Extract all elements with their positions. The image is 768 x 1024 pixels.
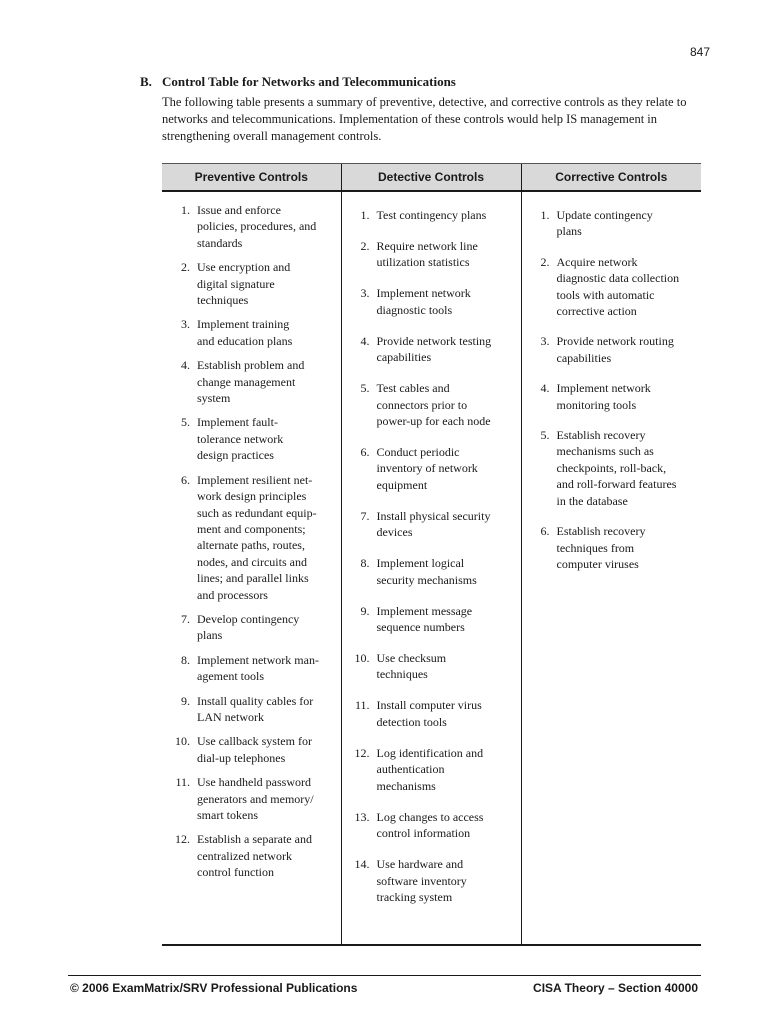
list-item xyxy=(348,745,515,794)
list-item xyxy=(528,523,698,572)
list-item-number: 1. xyxy=(540,208,550,222)
list-item-number: 14. xyxy=(354,857,370,872)
list-item-text: Implement network diagnostic tools xyxy=(376,286,471,317)
list-item-text: Implement training and education plans xyxy=(197,317,293,348)
list-item-number: 4. xyxy=(360,333,370,348)
list-item-text: Use hardware and software inventory tracking system xyxy=(376,857,467,904)
list-item-text: Install quality cables for LAN network xyxy=(197,693,314,724)
list-item-text: Use callback system for dial-up telephones xyxy=(197,734,312,765)
list-item-text: Issue and enforce policies, procedures, and standards xyxy=(197,203,317,250)
list-item xyxy=(348,809,515,842)
section-heading xyxy=(140,74,456,90)
list-item-number: 13. xyxy=(354,809,370,824)
list-item xyxy=(348,207,515,223)
list-item xyxy=(168,202,335,251)
list-item-number: 4. xyxy=(540,381,550,396)
list-item-text: Implement resilient net- work design principles such as redundant equip- ment and components; alternate paths, routes, nodes, and circuits and lines; and parallel links and processors xyxy=(197,472,317,602)
list-item-number: 2. xyxy=(540,254,550,269)
list-item xyxy=(168,652,335,685)
footer-section: CISA Theory – Section 40000 xyxy=(533,981,698,995)
controls-table xyxy=(162,163,701,946)
list-item-number: 9. xyxy=(181,693,190,708)
list-item-number: 6. xyxy=(360,445,370,460)
list-item xyxy=(348,444,515,493)
list-item xyxy=(528,333,698,366)
list-item-number: 1. xyxy=(181,203,190,217)
list-item xyxy=(168,693,335,726)
list-item-text: Implement fault- tolerance network design practices xyxy=(197,415,284,463)
list-item xyxy=(168,472,335,603)
list-item xyxy=(348,285,515,318)
list-item-text: Require network line utilization statistics xyxy=(376,239,478,270)
list-item-number: 7. xyxy=(181,611,190,626)
list-item-number: 5. xyxy=(540,428,550,443)
list-item-text: Install computer virus detection tools xyxy=(376,698,482,729)
preventive-list xyxy=(168,202,335,881)
corrective-column xyxy=(521,191,701,945)
list-item xyxy=(528,427,698,509)
footer-copyright: © 2006 ExamMatrix/SRV Professional Publications xyxy=(70,981,358,995)
corrective-list xyxy=(528,207,698,572)
list-item xyxy=(348,856,515,905)
list-item-text: Implement network monitoring tools xyxy=(556,381,651,412)
intro-paragraph xyxy=(162,94,707,145)
list-item-number: 6. xyxy=(540,524,550,539)
list-item-text: Conduct periodic inventory of network equipment xyxy=(376,445,478,492)
list-item-text: Establish a separate and centralized network control function xyxy=(197,832,312,880)
header-detective: Detective Controls xyxy=(341,164,521,192)
list-item-text: Use handheld password generators and memory/ smart tokens xyxy=(197,775,314,822)
list-item-number: 11. xyxy=(175,775,190,790)
page-number: 847 xyxy=(690,45,711,59)
list-item-number: 2. xyxy=(360,239,370,253)
list-item xyxy=(348,650,515,683)
list-item-number: 8. xyxy=(181,652,190,667)
list-item xyxy=(168,733,335,766)
list-item xyxy=(168,831,335,880)
list-item-number: 4. xyxy=(181,358,190,373)
list-item-text: Install physical security devices xyxy=(376,508,491,540)
list-item-number: 7. xyxy=(360,508,370,523)
list-item xyxy=(348,697,515,730)
list-item xyxy=(348,508,515,541)
list-item-text: Establish recovery techniques from computer viruses xyxy=(556,524,646,571)
list-item-number: 3. xyxy=(540,334,550,349)
list-item xyxy=(348,555,515,588)
list-item xyxy=(528,207,698,240)
list-item-number: 10. xyxy=(175,734,190,749)
list-item-text: Implement network man- agement tools xyxy=(197,652,319,684)
list-item xyxy=(168,259,335,308)
list-item xyxy=(348,238,515,271)
list-item-text: Use encryption and digital signature techniques xyxy=(197,260,291,308)
list-item xyxy=(528,380,698,413)
list-item-number: 5. xyxy=(360,381,370,396)
section-letter: B. xyxy=(140,74,152,89)
list-item-text: Develop contingency plans xyxy=(197,611,300,643)
header-corrective: Corrective Controls xyxy=(521,164,701,192)
list-item-number: 2. xyxy=(181,260,190,275)
detective-list xyxy=(348,207,515,905)
list-item xyxy=(168,611,335,644)
preventive-column xyxy=(162,191,341,945)
list-item-text: Test contingency plans xyxy=(376,208,487,222)
list-item xyxy=(168,357,335,406)
list-item xyxy=(168,414,335,463)
list-item-number: 3. xyxy=(181,317,190,332)
list-item-number: 12. xyxy=(175,832,190,847)
list-item-text: Establish problem and change management system xyxy=(197,358,305,406)
list-item-text: Provide network testing capabilities xyxy=(376,333,492,365)
list-item xyxy=(528,254,698,320)
list-item xyxy=(168,774,335,823)
list-item-text: Log identification and authentication mechanisms xyxy=(376,745,484,793)
list-item xyxy=(348,380,515,429)
list-item-text: Test cables and connectors prior to power-up for each node xyxy=(376,381,491,429)
list-item-text: Establish recovery mechanisms such as checkpoints, roll-back, and roll-forward features in the database xyxy=(556,428,677,508)
list-item-text: Log changes to access control information xyxy=(376,809,484,841)
detective-column xyxy=(341,191,521,945)
list-item-number: 5. xyxy=(181,415,190,430)
list-item-text: Use checksum techniques xyxy=(376,651,447,682)
list-item-text: Provide network routing capabilities xyxy=(556,334,674,365)
list-item-number: 12. xyxy=(354,745,370,760)
table-body-row xyxy=(162,191,701,945)
list-item-number: 8. xyxy=(360,556,370,571)
footer-rule xyxy=(68,975,701,976)
list-item-text: Acquire network diagnostic data collection tools with automatic corrective action xyxy=(556,254,680,319)
list-item-text: Implement message sequence numbers xyxy=(376,603,473,635)
list-item-number: 11. xyxy=(354,698,370,713)
list-item xyxy=(348,333,515,366)
list-item-number: 3. xyxy=(360,286,370,301)
header-preventive: Preventive Controls xyxy=(162,164,341,192)
list-item-number: 6. xyxy=(181,472,190,487)
list-item-number: 10. xyxy=(354,651,370,666)
table-header-row xyxy=(162,164,701,192)
section-title: Control Table for Networks and Telecommunications xyxy=(162,74,456,89)
list-item-text: Update contingency plans xyxy=(556,208,653,239)
list-item-text: Implement logical security mechanisms xyxy=(376,556,477,587)
list-item xyxy=(168,316,335,349)
intro-text: The following table presents a summary of preventive, detective, and corrective controls as they relate to networks and telecommunications. Implementation of these controls would help IS management in strengthening overall management controls. xyxy=(162,95,687,143)
list-item xyxy=(348,603,515,636)
list-item-number: 9. xyxy=(360,603,370,618)
list-item-number: 1. xyxy=(360,208,370,222)
